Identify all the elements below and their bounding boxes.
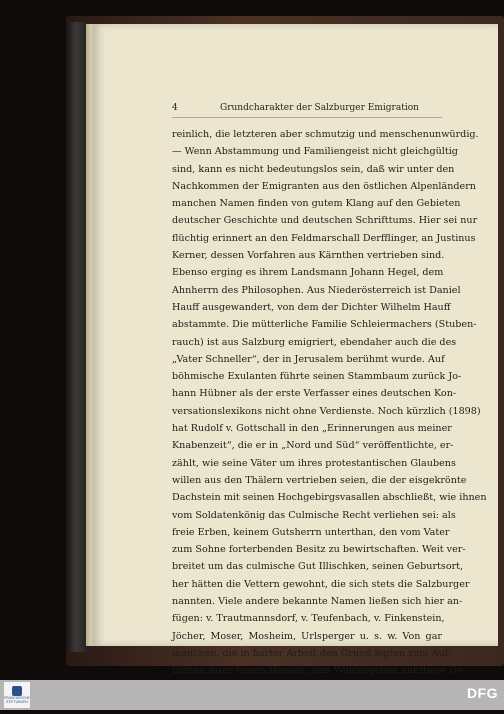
- running-header: [172, 103, 442, 117]
- text-line: zum Sohne forterbenden Besitz zu bewirtschaften. Weit ver-: [172, 544, 466, 556]
- page-number: 4: [172, 103, 178, 113]
- text-line: Jöcher, Moser, Mosheim, Urlsperger u. s. w. Von gar: [172, 630, 442, 642]
- text-line: Nachkommen der Emigranten aus den östlichen Alpenländern: [172, 180, 476, 192]
- viewer-footer-bar: [0, 680, 504, 710]
- text-line: her hätten die Vettern gewohnt, die sich stets die Salzburger: [172, 578, 470, 590]
- text-line: reinlich, die letzteren aber schmutzig und menschenunwürdig.: [172, 129, 479, 140]
- book-spine: [66, 22, 88, 652]
- text-line: manchen, die in harter Arbeit den Grund legten zum Auf-: [172, 647, 452, 659]
- text-line: breitet um das culmische Gut Illischken, seinen Geburtsort,: [172, 561, 464, 573]
- text-line: Ebenso erging es ihrem Landsmann Johann Hegel, dem: [172, 267, 444, 279]
- running-title: Grundcharakter der Salzburger Emigration: [220, 103, 419, 113]
- text-line: Hauff ausgewandert, von dem der Dichter Wilhelm Hauff: [172, 301, 451, 313]
- text-line: Ahnherrn des Philosophen. Aus Niederösterreich ist Daniel: [172, 284, 461, 296]
- text-line: flüchtig erinnert an den Feldmarschall Derfflinger, an Justinus: [172, 232, 476, 244]
- text-line: hat Rudolf v. Gottschall in den „Erinnerungen aus meiner: [172, 423, 452, 435]
- text-line: fügen: v. Trautmannsdorf, v. Teufenbach, v. Finkenstein,: [172, 613, 445, 625]
- text-line: willen aus den Thälern vertrieben seien, die der eisgekrönte: [172, 474, 467, 486]
- logo-text: FRANCKESCHE STIFTUNGEN: [4, 696, 30, 704]
- text-line: manchen Namen finden von gutem Klang auf den Gebieten: [172, 198, 461, 210]
- text-line: vom Soldatenkönig das Culmische Recht verliehen sei: als: [172, 509, 456, 521]
- header-rule: [172, 117, 442, 118]
- text-line: freie Erben, keinem Gutsherrn unterthan, den vom Vater: [172, 526, 450, 538]
- text-line: Knabenzeit“, die er in „Nord und Süd“ veröffentlichte, er-: [172, 440, 454, 452]
- text-line: — Wenn Abstammung und Familiengeist nicht gleichgültig: [172, 146, 458, 158]
- text-line: Kerner, dessen Vorfahren aus Kärnthen vertrieben sind.: [172, 250, 445, 262]
- institution-logo[interactable]: [4, 682, 30, 708]
- dfg-logo[interactable]: DFG: [466, 685, 498, 701]
- text-line: versationslexikons nicht ohne Verdienste. Noch kürzlich (1898): [172, 405, 481, 417]
- text-line: blühen ihrer neuen Heimat, zum Wohlergehen künftiger Ge-: [172, 665, 466, 677]
- text-line: sind, kann es nicht bedeutungslos sein, daß wir unter den: [172, 163, 455, 175]
- text-line: deutscher Geschichte und deutschen Schrifttums. Hier sei nur: [172, 215, 478, 227]
- text-line: abstammte. Die mütterliche Familie Schleiermachers (Stuben-: [172, 319, 477, 331]
- logo-mark-icon: [12, 686, 22, 696]
- text-line: rauch) ist aus Salzburg emigriert, ebendaher auch die des: [172, 336, 457, 348]
- text-line: Dachstein mit seinen Hochgebirgsvasallen abschließt, wie ihnen: [172, 492, 487, 504]
- text-line: „Vater Schneller“, der in Jerusalem berühmt wurde. Auf: [172, 353, 445, 365]
- text-line: zählt, wie seine Väter um ihres protestantischen Glaubens: [172, 457, 456, 469]
- text-line: hann Hübner als der erste Verfasser eines deutschen Kon-: [172, 388, 457, 400]
- text-line: böhmische Exulanten führte seinen Stammbaum zurück Jo-: [172, 371, 462, 383]
- text-line: nannten. Viele andere bekannte Namen ließen sich hier an-: [172, 596, 463, 608]
